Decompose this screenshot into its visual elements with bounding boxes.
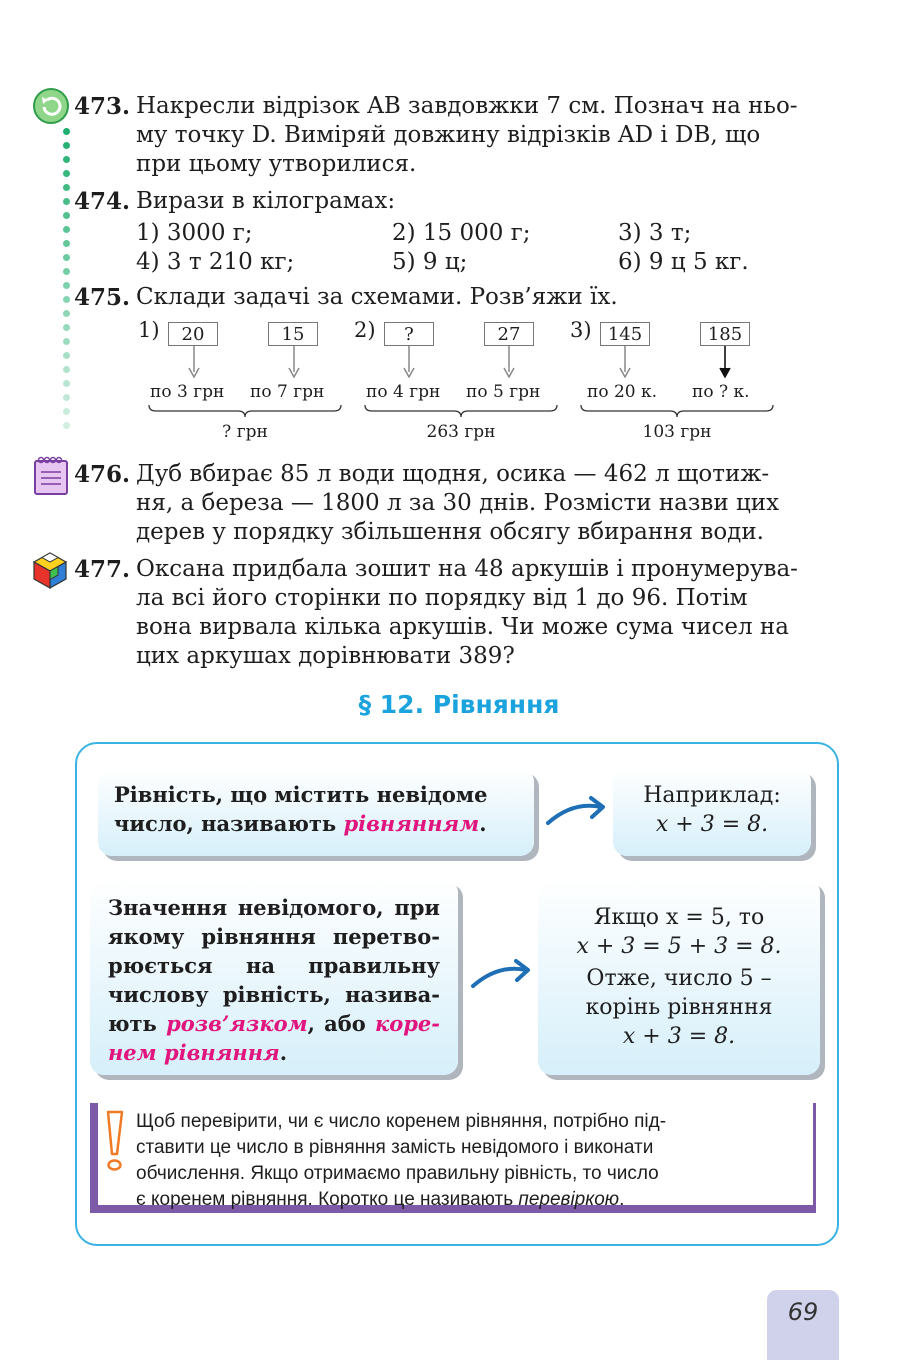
- problem-473-line-1: Накресли відрізок AB завдовжки 7 см. Познач на ньо-: [136, 93, 798, 119]
- problem-476-line-1: Дуб вбирає 85 л води щодня, осика — 462 л щотиж-: [136, 461, 770, 487]
- definition-line: [108, 1009, 440, 1038]
- brace: [148, 404, 342, 418]
- problem-473-line-3: при цьому утворилися.: [136, 151, 417, 177]
- margin-dot: [63, 198, 70, 205]
- margin-dot: [63, 226, 70, 233]
- scheme-total: ? грн: [222, 422, 268, 442]
- problem-474-item-4: 4) 3 т 210 кг;: [136, 249, 295, 275]
- problem-475-intro: Склади задачі за схемами. Розв’яжи їх.: [136, 284, 618, 310]
- problem-number-477: 477.: [74, 556, 131, 583]
- scheme-box: 145: [600, 322, 650, 346]
- scheme-total: 103 грн: [642, 422, 712, 442]
- margin-dot: [63, 394, 70, 401]
- example-line: корінь рівняння: [585, 995, 773, 1020]
- example-card-2: [538, 879, 820, 1075]
- margin-dot: [63, 324, 70, 331]
- margin-dot: [63, 240, 70, 247]
- section-title: § 12. Рівняння: [358, 690, 560, 719]
- definition-text-part: , або: [307, 1011, 376, 1036]
- margin-dot: [63, 310, 70, 317]
- definition-text-part: число, називають: [114, 811, 344, 836]
- scheme-box: 15: [268, 322, 318, 346]
- note-text: [136, 1109, 806, 1213]
- margin-dot: [63, 184, 70, 191]
- margin-dot: [63, 156, 70, 163]
- arrow-icon: [717, 346, 733, 378]
- arrow-icon: [286, 346, 302, 378]
- margin-dot: [63, 128, 70, 135]
- note-line: [136, 1187, 806, 1213]
- margin-dot: [63, 366, 70, 373]
- definition-line: Значення невідомого, при: [108, 895, 440, 920]
- scheme-label: 3): [570, 318, 592, 342]
- problem-477-line-2: ла всі його сторінки по порядку від 1 до 96. Потім: [136, 585, 748, 611]
- arrow-icon: [401, 346, 417, 378]
- note-line: ставити це число в рівняння замість невідомого і виконати: [136, 1137, 654, 1158]
- problem-474-item-2: 2) 15 000 г;: [392, 220, 531, 246]
- arrow-icon: [617, 346, 633, 378]
- margin-dot: [63, 170, 70, 177]
- definition-line: рюється на правильну: [108, 953, 440, 978]
- definition-line: [108, 1038, 440, 1067]
- definition-text-part: .: [279, 1040, 288, 1065]
- scheme-label: 1): [138, 318, 160, 342]
- definition-line: якому рівняння перетво-: [108, 924, 440, 949]
- problem-number-473: 473.: [74, 93, 131, 120]
- example-line: Якщо x = 5, то: [593, 905, 765, 930]
- problem-474-item-5: 5) 9 ц;: [392, 249, 468, 275]
- term-root-part: нем рівняння: [108, 1040, 280, 1065]
- definition-line: [114, 809, 518, 838]
- scheme-label: 2): [354, 318, 376, 342]
- problem-number-474: 474.: [74, 188, 131, 215]
- page-number: 69: [787, 1298, 819, 1326]
- problem-477-line-1: Оксана придбала зошит на 48 аркушів і пронумерува-: [136, 556, 798, 582]
- scheme-price: по 4 грн: [366, 382, 441, 402]
- problem-477-line-3: вона вирвала кілька аркушів. Чи може сума чисел на: [136, 614, 789, 640]
- term-root-part: коре-: [375, 1011, 440, 1036]
- margin-dot: [63, 352, 70, 359]
- problem-474-intro: Вирази в кілограмах:: [136, 188, 396, 214]
- example-equation: x + 3 = 5 + 3 = 8.: [576, 934, 782, 959]
- example-line: Наприклад:: [643, 783, 781, 808]
- scheme-price: по ? к.: [692, 382, 750, 402]
- definition-text-part: .: [479, 811, 487, 836]
- scheme-total: 263 грн: [426, 422, 496, 442]
- term-solution: розв’язком: [166, 1011, 308, 1036]
- scheme-price: по 3 грн: [150, 382, 225, 402]
- arrow-icon: [501, 346, 517, 378]
- example-equation: x + 3 = 8.: [622, 1024, 736, 1049]
- definition-card-root: [90, 879, 458, 1075]
- cube-icon: [30, 550, 70, 594]
- arrow-icon: [545, 795, 607, 829]
- margin-dot: [63, 338, 70, 345]
- term-equation: рівнянням: [343, 811, 480, 836]
- exclamation-icon: [102, 1110, 128, 1178]
- example-equation: x + 3 = 8.: [655, 812, 769, 837]
- problem-476-line-2: ня, а береза — 1800 л за 30 днів. Розмісти назви цих: [136, 490, 780, 516]
- note-line: Щоб перевірити, чи є число коренем рівняння, потрібно під-: [136, 1111, 667, 1132]
- problem-476-line-3: дерев у порядку збільшення обсягу вбирання води.: [136, 519, 764, 545]
- margin-dot: [63, 254, 70, 261]
- definition-line: числову рівність, назива-: [108, 982, 440, 1007]
- margin-dot: [63, 268, 70, 275]
- note-text-part: .: [619, 1189, 625, 1210]
- definition-card-equation: [98, 768, 534, 856]
- note-line: обчислення. Якщо отримаємо правильну рівність, то число: [136, 1163, 659, 1184]
- problem-477-line-4: цих аркушах дорівнювати 389?: [136, 643, 515, 669]
- scheme-box: 185: [700, 322, 750, 346]
- margin-dot: [63, 380, 70, 387]
- notepad-icon: [33, 456, 69, 500]
- scheme-box: 20: [168, 322, 218, 346]
- scheme-price: по 7 грн: [250, 382, 325, 402]
- problem-474-item-6: 6) 9 ц 5 кг.: [618, 249, 749, 275]
- brace: [580, 404, 774, 418]
- note-text-part: є коренем рівняння. Коротко це називають: [136, 1189, 519, 1210]
- note-term: перевіркою: [518, 1189, 620, 1210]
- scheme-price: по 20 к.: [587, 382, 658, 402]
- problem-473-line-2: му точку D. Виміряй довжину відрізків AD і DB, що: [136, 122, 761, 148]
- margin-dot: [63, 142, 70, 149]
- margin-dot: [63, 408, 70, 415]
- margin-dot: [63, 296, 70, 303]
- margin-dot: [63, 282, 70, 289]
- problem-474-item-3: 3) 3 т;: [618, 220, 692, 246]
- margin-dot: [63, 212, 70, 219]
- scheme-price: по 5 грн: [466, 382, 541, 402]
- brace: [364, 404, 558, 418]
- arrow-icon: [186, 346, 202, 378]
- repeat-icon: [32, 87, 70, 129]
- example-line: Отже, число 5 –: [586, 966, 772, 991]
- definition-line: Рівність, що містить невідоме: [114, 782, 488, 807]
- problem-474-item-1: 1) 3000 г;: [136, 220, 253, 246]
- problem-number-476: 476.: [74, 461, 131, 488]
- arrow-icon: [470, 958, 532, 992]
- problem-number-475: 475.: [74, 284, 131, 311]
- scheme-box: 27: [484, 322, 534, 346]
- definition-text-part: ють: [108, 1011, 167, 1036]
- example-card-1: [613, 768, 811, 856]
- definition-text: [108, 893, 440, 1067]
- margin-dot: [63, 422, 70, 429]
- definition-text: [114, 780, 518, 838]
- scheme-box: ?: [384, 322, 434, 346]
